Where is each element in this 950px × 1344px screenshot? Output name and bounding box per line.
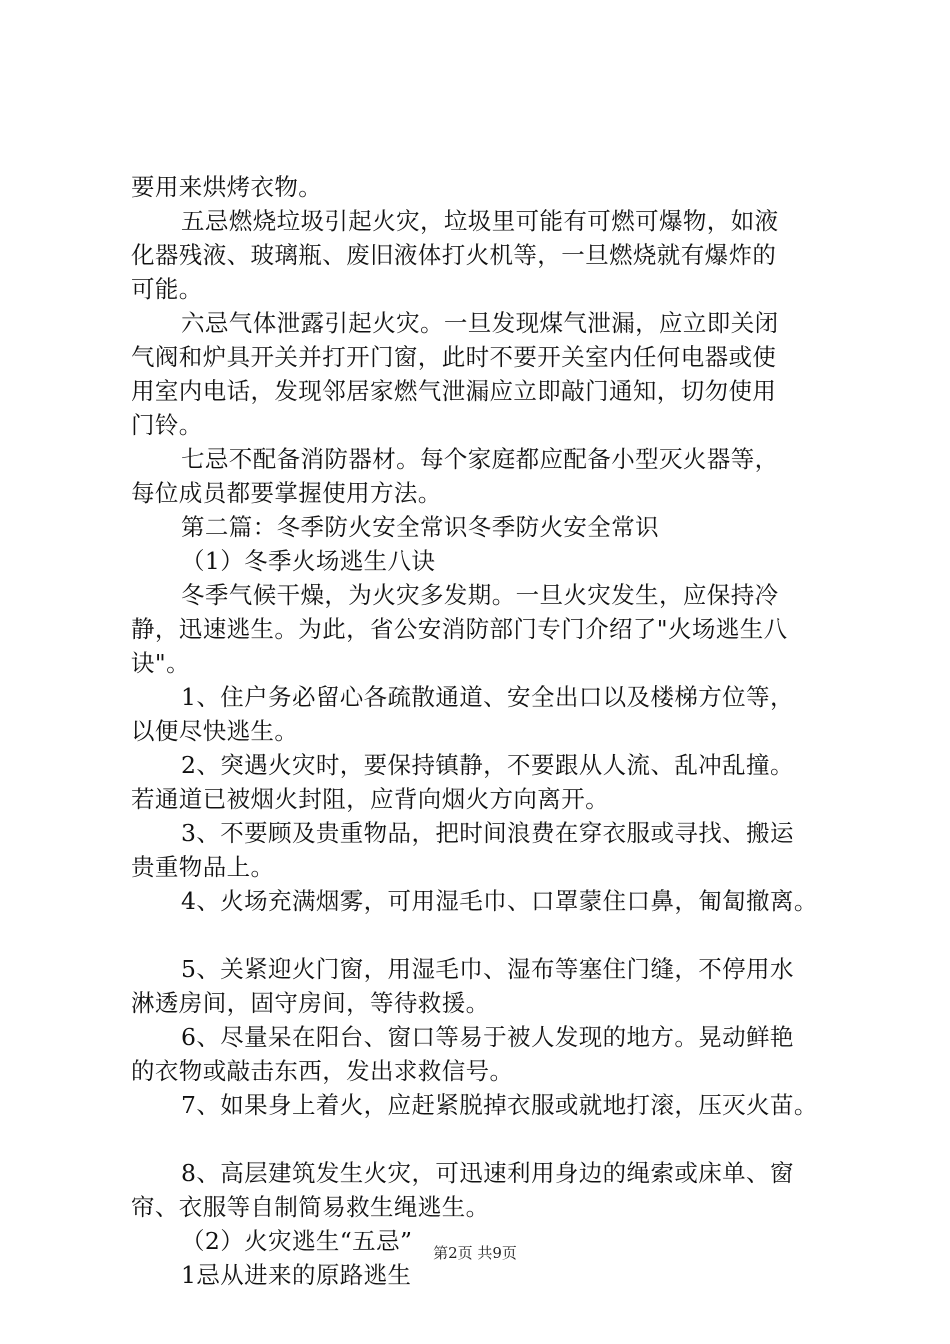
paragraph-line: 的衣物或敲击东西，发出求救信号。	[131, 1057, 514, 1085]
paragraph-first-line: 七忌不配备消防器材。每个家庭都应配备小型灭火器等，	[181, 445, 779, 473]
paragraph-first-line: 6、尽量呆在阳台、窗口等易于被人发现的地方。晃动鲜艳	[181, 1023, 794, 1051]
paragraph-line: 要用来烘烤衣物。	[131, 173, 323, 201]
paragraph-first-line: 五忌燃烧垃圾引起火灾，垃圾里可能有可燃可爆物，如液	[181, 207, 779, 235]
paragraph-first-line: 六忌气体泄露引起火灾。一旦发现煤气泄漏，应立即关闭	[181, 309, 779, 337]
page-footer: 第2页 共9页	[433, 1244, 517, 1262]
paragraph-line: 静，迅速逃生。为此，省公安消防部门专门介绍了"火场逃生八	[131, 615, 788, 643]
paragraph-line: 门铃。	[131, 411, 203, 439]
paragraph-first-line: （2）火灾逃生“五忌”	[181, 1227, 413, 1255]
paragraph-line: 若通道已被烟火封阻，应背向烟火方向离开。	[131, 785, 609, 813]
paragraph-first-line: 1、住户务必留心各疏散通道、安全出口以及楼梯方位等，	[181, 683, 794, 711]
paragraph-line: 用室内电话，发现邻居家燃气泄漏应立即敲门通知，切勿使用	[131, 377, 777, 405]
paragraph-first-line: 第二篇：冬季防火安全常识冬季防火安全常识	[181, 513, 659, 541]
paragraph-line	[131, 918, 836, 952]
paragraph-first-line: 4、火场充满烟雾，可用湿毛巾、口罩蒙住口鼻，匍匐撤离。	[181, 887, 818, 915]
paragraph-line: 化器残液、玻璃瓶、废旧液体打火机等，一旦燃烧就有爆炸的	[131, 241, 777, 269]
paragraph-first-line: 5、关紧迎火门窗，用湿毛巾、湿布等塞住门缝，不停用水	[181, 955, 794, 983]
paragraph-line: 帘、衣服等自制简易救生绳逃生。	[131, 1193, 490, 1221]
paragraph-first-line: 3、不要顾及贵重物品，把时间浪费在穿衣服或寻找、搬运	[181, 819, 794, 847]
paragraph-first-line: 冬季气候干燥，为火灾多发期。一旦火灾发生，应保持冷	[181, 581, 779, 609]
paragraph-line: 以便尽快逃生。	[131, 717, 299, 745]
paragraph-line: 每位成员都要掌握使用方法。	[131, 479, 442, 507]
paragraph-line: 诀"。	[131, 649, 191, 677]
paragraph-line: 淋透房间，固守房间，等待救援。	[131, 989, 490, 1017]
paragraph-first-line: （1）冬季火场逃生八诀	[181, 547, 436, 575]
paragraph-line: 可能。	[131, 275, 203, 303]
paragraph-first-line: 8、高层建筑发生火灾，可迅速利用身边的绳索或床单、窗	[181, 1159, 794, 1187]
paragraph-line: 贵重物品上。	[131, 853, 275, 881]
paragraph-first-line: 1忌从进来的原路逃生	[181, 1261, 412, 1289]
document-body	[131, 170, 836, 1292]
paragraph-line: 气阀和炉具开关并打开门窗，此时不要开关室内任何电器或使	[131, 343, 777, 371]
paragraph-line	[131, 1122, 836, 1156]
paragraph-first-line: 2、突遇火灾时，要保持镇静，不要跟从人流、乱冲乱撞。	[181, 751, 794, 779]
paragraph-first-line: 7、如果身上着火，应赶紧脱掉衣服或就地打滚，压灭火苗。	[181, 1091, 818, 1119]
